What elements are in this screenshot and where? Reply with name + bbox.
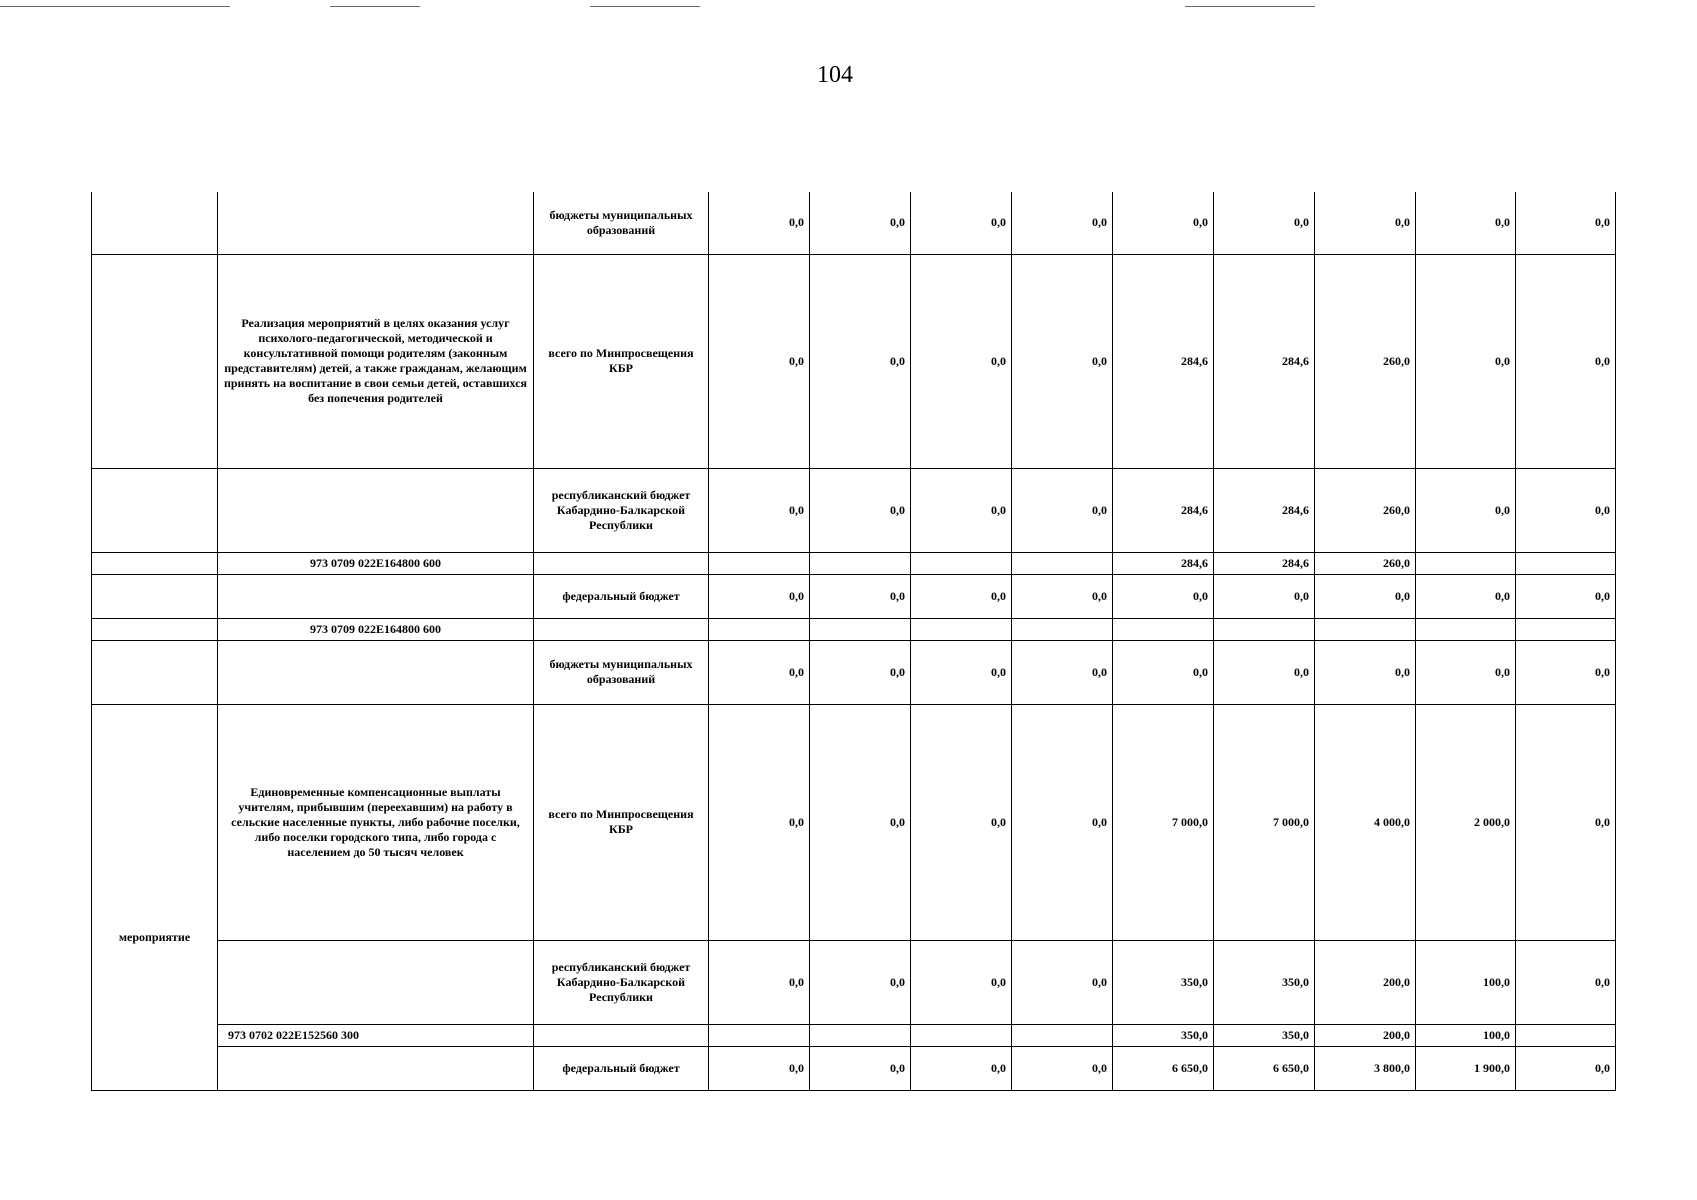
funding-source: республиканский бюджет Кабардино-Балкарской Республики [534, 940, 709, 1024]
value-cell-year-8 [1416, 618, 1516, 640]
value-cell-year-4: 0,0 [1012, 468, 1113, 552]
value-cell-year-2: 0,0 [810, 704, 911, 940]
value-cell-year-5: 0,0 [1113, 640, 1214, 704]
table-row [92, 192, 1616, 254]
value-cell-year-1 [709, 552, 810, 574]
measure-name: Единовременные компенсационные выплаты учителям, прибывшим (переехавшим) на работу в сельские населенные пункты, либо рабочие поселки, либо поселки городского типа, либо города с населением до 50 тысяч человек [218, 704, 534, 940]
value-cell-year-9 [1516, 1024, 1616, 1046]
value-cell-year-5: 284,6 [1113, 254, 1214, 468]
value-cell-year-9: 0,0 [1516, 574, 1616, 618]
value-cell-year-8: 0,0 [1416, 640, 1516, 704]
value-cell-year-9 [1516, 618, 1616, 640]
funding-source: республиканский бюджет Кабардино-Балкарской Республики [534, 468, 709, 552]
row-kind-cell [92, 552, 218, 574]
value-cell-year-6: 0,0 [1214, 574, 1315, 618]
row-kind-cell [92, 618, 218, 640]
value-cell-year-2 [810, 1024, 911, 1046]
value-cell-year-3: 0,0 [911, 940, 1012, 1024]
value-cell-year-4 [1012, 1024, 1113, 1046]
scan-artifact [590, 6, 700, 7]
value-cell-year-4: 0,0 [1012, 192, 1113, 254]
value-cell-year-7: 0,0 [1315, 640, 1416, 704]
value-cell-year-1: 0,0 [709, 940, 810, 1024]
value-cell-year-6: 6 650,0 [1214, 1046, 1315, 1090]
value-cell-year-1 [709, 618, 810, 640]
value-cell-year-5: 350,0 [1113, 940, 1214, 1024]
value-cell-year-3: 0,0 [911, 574, 1012, 618]
budget-table [91, 192, 1616, 1091]
value-cell-year-6: 0,0 [1214, 192, 1315, 254]
value-cell-year-7: 4 000,0 [1315, 704, 1416, 940]
value-cell-year-3 [911, 618, 1012, 640]
value-cell-year-8: 0,0 [1416, 254, 1516, 468]
value-cell-year-1: 0,0 [709, 1046, 810, 1090]
value-cell-year-4 [1012, 552, 1113, 574]
value-cell-year-6: 350,0 [1214, 940, 1315, 1024]
value-cell-year-5: 284,6 [1113, 552, 1214, 574]
value-cell-year-8: 100,0 [1416, 1024, 1516, 1046]
funding-source-cell [534, 552, 709, 574]
funding-source-cell [534, 1024, 709, 1046]
value-cell-year-6: 0,0 [1214, 640, 1315, 704]
value-cell-year-2: 0,0 [810, 192, 911, 254]
value-cell-year-4: 0,0 [1012, 574, 1113, 618]
table-row [92, 940, 1616, 1024]
value-cell-year-7 [1315, 618, 1416, 640]
table-row [92, 254, 1616, 468]
value-cell-year-3: 0,0 [911, 640, 1012, 704]
table-row [92, 552, 1616, 574]
value-cell-year-2 [810, 552, 911, 574]
value-cell-year-8: 2 000,0 [1416, 704, 1516, 940]
row-kind [92, 574, 218, 618]
value-cell-year-1: 0,0 [709, 192, 810, 254]
page-number: 104 [817, 62, 853, 88]
funding-source: всего по Минпросвещения КБР [534, 704, 709, 940]
value-cell-year-9: 0,0 [1516, 1046, 1616, 1090]
value-cell-year-9: 0,0 [1516, 468, 1616, 552]
value-cell-year-2: 0,0 [810, 940, 911, 1024]
row-kind [92, 254, 218, 468]
value-cell-year-6 [1214, 618, 1315, 640]
value-cell-year-1: 0,0 [709, 468, 810, 552]
value-cell-year-9: 0,0 [1516, 940, 1616, 1024]
value-cell-year-2: 0,0 [810, 468, 911, 552]
value-cell-year-3 [911, 552, 1012, 574]
budget-code: 973 0709 022Е164800 600 [218, 552, 534, 574]
funding-source: бюджеты муниципальных образований [534, 640, 709, 704]
measure-name [218, 940, 534, 1024]
value-cell-year-3: 0,0 [911, 192, 1012, 254]
row-kind [92, 468, 218, 552]
value-cell-year-2 [810, 618, 911, 640]
scan-artifact [1185, 6, 1315, 7]
value-cell-year-7: 260,0 [1315, 468, 1416, 552]
table-row [92, 618, 1616, 640]
value-cell-year-1 [709, 1024, 810, 1046]
value-cell-year-9: 0,0 [1516, 192, 1616, 254]
value-cell-year-3: 0,0 [911, 468, 1012, 552]
value-cell-year-2: 0,0 [810, 640, 911, 704]
scan-artifact [0, 6, 230, 7]
value-cell-year-4: 0,0 [1012, 254, 1113, 468]
value-cell-year-7: 3 800,0 [1315, 1046, 1416, 1090]
value-cell-year-8: 0,0 [1416, 574, 1516, 618]
value-cell-year-3: 0,0 [911, 704, 1012, 940]
value-cell-year-5: 0,0 [1113, 574, 1214, 618]
funding-source-cell [534, 618, 709, 640]
value-cell-year-8: 100,0 [1416, 940, 1516, 1024]
value-cell-year-1: 0,0 [709, 574, 810, 618]
value-cell-year-5 [1113, 618, 1214, 640]
value-cell-year-8: 1 900,0 [1416, 1046, 1516, 1090]
value-cell-year-4: 0,0 [1012, 940, 1113, 1024]
value-cell-year-8 [1416, 552, 1516, 574]
value-cell-year-1: 0,0 [709, 640, 810, 704]
value-cell-year-7: 200,0 [1315, 1024, 1416, 1046]
value-cell-year-7: 260,0 [1315, 552, 1416, 574]
funding-source: федеральный бюджет [534, 574, 709, 618]
value-cell-year-2: 0,0 [810, 574, 911, 618]
value-cell-year-9: 0,0 [1516, 704, 1616, 940]
table-row [92, 574, 1616, 618]
value-cell-year-6: 350,0 [1214, 1024, 1315, 1046]
value-cell-year-5: 7 000,0 [1113, 704, 1214, 940]
value-cell-year-5: 0,0 [1113, 192, 1214, 254]
value-cell-year-1: 0,0 [709, 254, 810, 468]
value-cell-year-5: 6 650,0 [1113, 1046, 1214, 1090]
scan-artifact [330, 6, 420, 7]
value-cell-year-4 [1012, 618, 1113, 640]
value-cell-year-8: 0,0 [1416, 192, 1516, 254]
table-row [92, 468, 1616, 552]
value-cell-year-3: 0,0 [911, 1046, 1012, 1090]
value-cell-year-6: 284,6 [1214, 468, 1315, 552]
value-cell-year-9 [1516, 552, 1616, 574]
value-cell-year-7: 0,0 [1315, 574, 1416, 618]
value-cell-year-6: 284,6 [1214, 254, 1315, 468]
funding-source: федеральный бюджет [534, 1046, 709, 1090]
value-cell-year-4: 0,0 [1012, 1046, 1113, 1090]
value-cell-year-3 [911, 1024, 1012, 1046]
budget-code: 973 0709 022Е164800 600 [218, 618, 534, 640]
measure-name [218, 192, 534, 254]
value-cell-year-5: 350,0 [1113, 1024, 1214, 1046]
value-cell-year-2: 0,0 [810, 1046, 911, 1090]
row-kind [92, 640, 218, 704]
value-cell-year-6: 284,6 [1214, 552, 1315, 574]
value-cell-year-7: 200,0 [1315, 940, 1416, 1024]
value-cell-year-1: 0,0 [709, 704, 810, 940]
value-cell-year-9: 0,0 [1516, 640, 1616, 704]
budget-code: 973 0702 022Е152560 300 [218, 1024, 534, 1046]
value-cell-year-9: 0,0 [1516, 254, 1616, 468]
table-row [92, 1046, 1616, 1090]
measure-name [218, 574, 534, 618]
value-cell-year-4: 0,0 [1012, 704, 1113, 940]
row-kind [92, 192, 218, 254]
measure-name [218, 468, 534, 552]
table-row [92, 640, 1616, 704]
row-kind: мероприятие [92, 704, 218, 1090]
value-cell-year-4: 0,0 [1012, 640, 1113, 704]
value-cell-year-6: 7 000,0 [1214, 704, 1315, 940]
value-cell-year-2: 0,0 [810, 254, 911, 468]
value-cell-year-7: 260,0 [1315, 254, 1416, 468]
measure-name [218, 640, 534, 704]
value-cell-year-7: 0,0 [1315, 192, 1416, 254]
measure-name [218, 1046, 534, 1090]
measure-name: Реализация мероприятий в целях оказания услуг психолого-педагогической, методической и консультативной помощи родителям (законным представителям) детей, а также гражданам, желающим принять на воспитание в свои семьи детей, оставшихся без попечения родителей [218, 254, 534, 468]
value-cell-year-8: 0,0 [1416, 468, 1516, 552]
table-row [92, 704, 1616, 940]
funding-source: бюджеты муниципальных образований [534, 192, 709, 254]
value-cell-year-5: 284,6 [1113, 468, 1214, 552]
table-row [92, 1024, 1616, 1046]
funding-source: всего по Минпросвещения КБР [534, 254, 709, 468]
value-cell-year-3: 0,0 [911, 254, 1012, 468]
